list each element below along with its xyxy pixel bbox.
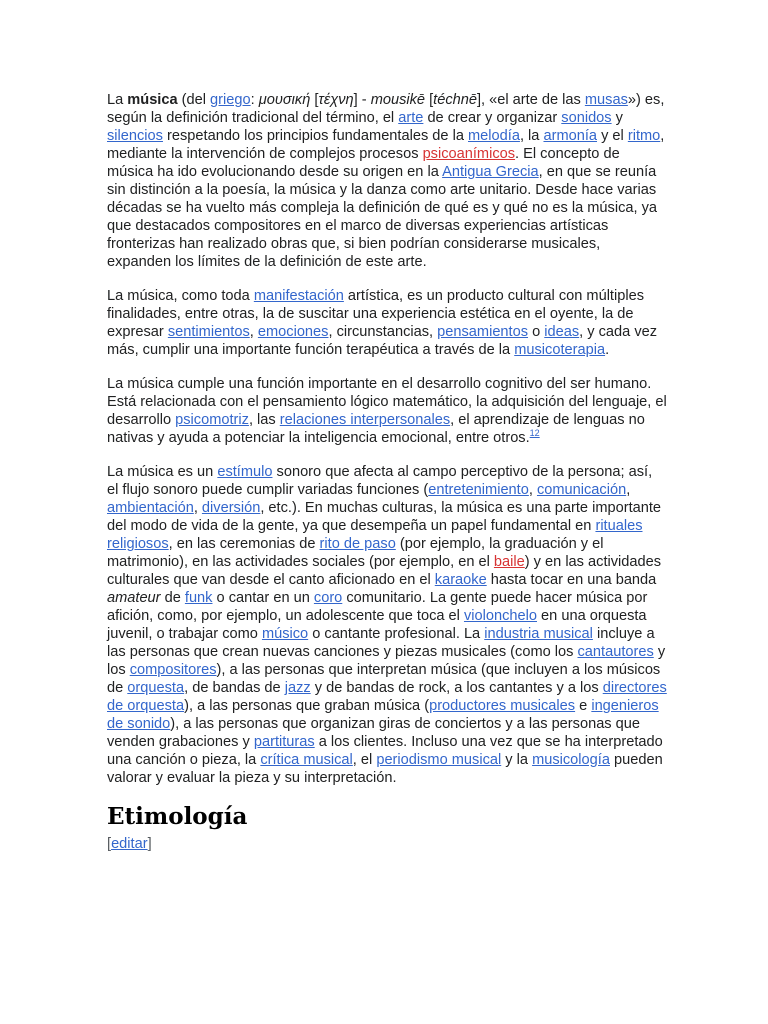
text-run: ), a las personas que organizan giras de conciertos y a las personas que venden grabaciones y [107,716,641,750]
text-run: y [611,110,623,126]
wiki-link[interactable]: ingenieros de sonido [107,698,659,732]
wiki-link[interactable]: Antigua Grecia [442,164,539,180]
wiki-link[interactable]: psicoanímicos [422,146,516,162]
wiki-link[interactable]: melodía [468,128,520,144]
text-run: . El concepto de música ha ido evolucionando desde su origen en la [107,146,620,180]
text-run: de [160,590,185,606]
wiki-link[interactable]: sonidos [561,110,612,126]
text-run: La música, como toda [107,288,254,304]
text-run: , y cada vez más, cumplir una importante función terapéutica a través de la [107,324,658,358]
text-run: , mediante la intervención de complejos procesos [107,128,665,162]
wiki-link[interactable]: sentimientos [167,324,250,340]
wiki-link[interactable]: arte [398,110,424,126]
wiki-link[interactable]: compositores [129,662,217,678]
text-run: La música es un [107,464,218,480]
wiki-link[interactable]: ideas [544,324,580,340]
wiki-link[interactable]: pensamientos [437,324,529,340]
text-run: a los clientes. Incluso una vez que se ha interpretado una canción o pieza, la [107,734,663,768]
text-run: , en las ceremonias de [168,536,320,552]
text-run: , en que se reunía sin distinción a la poesía, la música y la danza como arte unitario. Desde hace varias décadas se ha vuelto más compleja la definición de qué es y qué no es la música, ya que destacados compositores en el marco de diversas experiencias artísticas fronterizas han realizado obras que, si bien podrían considerarse musicales, expanden los límites de la definición de este arte. [107,164,658,270]
wiki-link[interactable]: productores musicales [429,698,576,714]
text-run: : [250,92,259,108]
wiki-link[interactable]: emociones [257,324,329,340]
wiki-link[interactable]: partituras [253,734,315,750]
wiki-link[interactable]: musicoterapia [514,342,606,358]
wiki-link[interactable]: armonía [543,128,598,144]
wiki-link[interactable]: funk [184,590,213,606]
edit-bracket-close: ] [147,836,152,852]
italic-term: τέχνη [318,92,354,108]
text-run: , el [352,752,377,768]
wiki-link[interactable]: ritmo [627,128,661,144]
text-run: ), a las personas que interpretan música (que incluyen a los músicos de [107,662,661,696]
text-run: incluye a las personas que crean nuevas canciones y piezas musicales (como los [107,626,655,660]
text-run: pueden valorar y evaluar la pieza y su interpretación. [107,752,663,786]
wiki-link[interactable]: entretenimiento [428,482,529,498]
wiki-link[interactable]: relaciones interpersonales [279,412,451,428]
wiki-link[interactable]: crítica musical [260,752,353,768]
wiki-link[interactable]: rito de paso [319,536,396,552]
edit-link[interactable]: editar [111,836,148,852]
wiki-link[interactable]: industria musical [484,626,593,642]
edit-bracket-open: [ [107,836,112,852]
text-run: La música cumple una función importante en el desarrollo cognitivo del ser humano. Está relacionada con el pensamiento lógico matemático, la adquisición del lenguaje, el desarrollo [107,376,667,428]
wiki-link[interactable]: manifestación [253,288,344,304]
text-run: [ [310,92,319,108]
text-run: [ [425,92,434,108]
text-run: y el [597,128,628,144]
text-run: e [575,698,592,714]
text-run: (del [177,92,211,108]
text-run: , las [248,412,280,428]
italic-term: μουσική [258,92,311,108]
text-run: o cantante profesional. La [308,626,485,642]
italic-term: mousikē [370,92,426,108]
section-edit-row [107,835,667,853]
text-run: , la [519,128,544,144]
paragraph-purpose [107,287,667,359]
text-run: ] - [353,92,371,108]
wiki-link[interactable]: comunicación [536,482,627,498]
text-run: de crear y organizar [423,110,562,126]
paragraph-cognition [107,375,667,447]
text-run: . [605,342,610,358]
text-run: y los [107,644,666,678]
wiki-link[interactable]: karaoke [434,572,487,588]
text-run: , [249,324,258,340]
reference-link[interactable]: 12 [529,428,540,439]
text-run: , [193,500,202,516]
text-run: comunitario. La gente puede hacer música por afición, como, por ejemplo, un adolescente que toca el [107,590,648,624]
text-run: ») es, según la definición tradicional del término, el [107,92,665,126]
text-run: , [528,482,537,498]
italic-term: téchnē [433,92,477,108]
text-run: o [528,324,545,340]
wiki-link[interactable]: rituales religiosos [107,518,643,552]
wiki-link[interactable]: griego [210,92,251,108]
wiki-link[interactable]: orquesta [127,680,185,696]
text-run: sonoro que afecta al campo perceptivo de la persona; así, el flujo sonoro puede cumplir variadas funciones ( [107,464,653,498]
text-run: ), a las personas que graban música ( [184,698,430,714]
text-run: artística, es un producto cultural con múltiples finalidades, entre otras, la de suscitar una experiencia estética en el oyente, la de expresar [107,288,645,340]
text-run: o cantar en un [212,590,314,606]
article-body [107,91,667,853]
reference-superscript [530,428,540,438]
text-run: y la [501,752,533,768]
wiki-link[interactable]: jazz [284,680,311,696]
text-run: , de bandas de [184,680,285,696]
wiki-link[interactable]: coro [313,590,343,606]
wiki-link[interactable]: baile [493,554,525,570]
wiki-link[interactable]: músico [261,626,309,642]
section-heading-etimologia: Etimología [107,803,248,830]
text-run: , circunstancias, [328,324,438,340]
paragraph-intro [107,91,667,271]
text-run: hasta tocar en una banda [486,572,657,588]
wiki-link[interactable]: cantautores [577,644,654,660]
text-run: ], «el arte de las [476,92,585,108]
text-run: La [107,92,128,108]
text-run: y de bandas de rock, a los cantantes y a los [310,680,603,696]
wiki-link[interactable]: directores de orquesta [107,680,667,714]
wiki-link[interactable]: ambientación [107,500,194,516]
wiki-link[interactable]: estímulo [217,464,273,480]
wiki-link[interactable]: musas [584,92,628,108]
text-run: respetando los principios fundamentales de la [162,128,469,144]
text-run: ) y en las actividades culturales que van desde el canto aficionado en el [107,554,662,588]
wiki-link[interactable]: periodismo musical [376,752,502,768]
text-run: en una orquesta juvenil, o trabajar como [107,608,647,642]
wiki-link[interactable]: psicomotriz [175,412,249,428]
wiki-link[interactable]: silencios [107,128,163,144]
text-run: , el aprendizaje de lenguas no nativas y ayuda a potenciar la inteligencia emocional, entre otros. [107,412,645,446]
wiki-link[interactable]: violonchelo [463,608,537,624]
wiki-link[interactable]: diversión [201,500,261,516]
text-run: (por ejemplo, la graduación y el matrimonio), en las actividades sociales (por ejemplo, en el [107,536,604,570]
wiki-link[interactable]: musicología [532,752,610,768]
text-run: , etc.). En muchas culturas, la música es una parte importante del modo de vida de la gente, ya que desempeña un papel fundamental en [107,500,662,534]
italic-term: amateur [107,590,161,606]
bold-term: música [127,92,178,108]
text-run: , [626,482,631,498]
paragraph-functions [107,463,667,787]
